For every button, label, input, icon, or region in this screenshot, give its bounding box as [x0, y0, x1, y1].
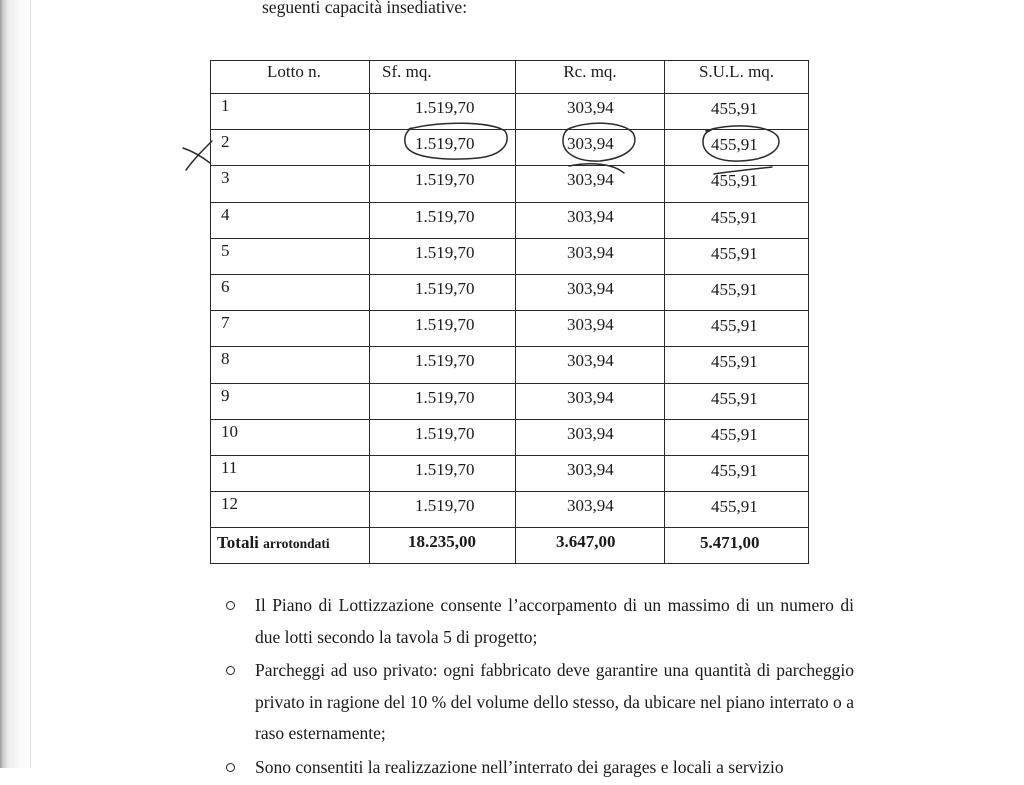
cell-lotto: 12 — [211, 492, 370, 528]
cell-lotto: 6 — [211, 274, 370, 310]
row-marker-x-icon — [183, 141, 212, 170]
table-row — [211, 202, 809, 238]
scan-binding-edge — [0, 0, 30, 768]
table-row — [211, 492, 809, 528]
table-row — [211, 383, 809, 419]
cell-sf: 1.519,70 — [370, 347, 516, 383]
cell-sf: 1.519,70 — [370, 492, 516, 528]
cell-sf: 1.519,70 — [370, 383, 516, 419]
condition-text: Il Piano di Lottizzazione consente l’accorpamento di un massimo di un numero di due lotti secondo la tavola 5 di progetto; — [255, 595, 854, 647]
totals-label — [211, 528, 370, 564]
cell-rc: 303,94 — [516, 419, 665, 455]
table-body — [211, 94, 809, 528]
cell-lotto: 10 — [211, 419, 370, 455]
header-sul: S.U.L. mq. — [665, 61, 809, 94]
table-row — [211, 311, 809, 347]
total-sf: 18.235,00 — [370, 528, 516, 564]
lots-table — [210, 60, 809, 564]
cell-sf: 1.519,70 — [370, 455, 516, 491]
table-row — [211, 130, 809, 166]
cell-rc: 303,94 — [516, 166, 665, 202]
cell-rc: 303,94 — [516, 202, 665, 238]
cell-rc: 303,94 — [516, 311, 665, 347]
totals-row — [211, 528, 809, 564]
cell-lotto: 9 — [211, 383, 370, 419]
table-row — [211, 166, 809, 202]
cell-sf: 1.519,70 — [370, 94, 516, 130]
header-lotto: Lotto n. — [211, 61, 370, 94]
cell-lotto: 5 — [211, 238, 370, 274]
cell-sul: 455,91 — [665, 492, 809, 528]
cell-sul: 455,91 — [665, 419, 809, 455]
cell-sf: 1.519,70 — [370, 419, 516, 455]
header-sf: Sf. mq. — [370, 61, 516, 94]
cell-lotto: 1 — [211, 94, 370, 130]
cell-sul: 455,91 — [665, 166, 809, 202]
table-row — [211, 455, 809, 491]
cell-sul: 455,91 — [665, 238, 809, 274]
table-row — [211, 419, 809, 455]
bullet-circle-icon — [226, 601, 235, 610]
total-sul: 5.471,00 — [665, 528, 809, 564]
table-header-row — [211, 61, 809, 94]
cell-lotto: 2 — [211, 130, 370, 166]
condition-text: Parcheggi ad uso privato: ogni fabbricato deve garantire una quantità di parcheggio privato in ragione del 10 % del volume dello stesso, da ubicare nel piano interrato o a raso esternamente; — [255, 660, 854, 743]
table-row — [211, 94, 809, 130]
table-row — [211, 238, 809, 274]
cell-rc: 303,94 — [516, 238, 665, 274]
cell-sf: 1.519,70 — [370, 238, 516, 274]
cell-lotto: 7 — [211, 311, 370, 347]
bullet-circle-icon — [226, 666, 235, 675]
cell-sul: 455,91 — [665, 274, 809, 310]
list-item — [220, 590, 854, 653]
scan-binding-line — [30, 0, 31, 768]
condition-text: Sono consentiti la realizzazione nell’interrato dei garages e locali a servizio — [255, 756, 784, 777]
list-item — [220, 752, 854, 784]
page-heading: seguenti capacità insediative: — [262, 0, 468, 17]
bullet-circle-icon — [226, 763, 235, 772]
totals-label-sub: arrotondati — [263, 536, 330, 552]
cell-lotto: 4 — [211, 202, 370, 238]
cell-sf: 1.519,70 — [370, 202, 516, 238]
cell-rc: 303,94 — [516, 455, 665, 491]
cell-sf: 1.519,70 — [370, 166, 516, 202]
totals-label-main: Totali — [217, 533, 259, 553]
cell-sul: 455,91 — [665, 202, 809, 238]
table-row — [211, 347, 809, 383]
cell-sul: 455,91 — [665, 455, 809, 491]
cell-rc: 303,94 — [516, 130, 665, 166]
header-rc: Rc. mq. — [516, 61, 665, 94]
cell-lotto: 11 — [211, 455, 370, 491]
cell-sf: 1.519,70 — [370, 130, 516, 166]
table-row — [211, 274, 809, 310]
cell-lotto: 3 — [211, 166, 370, 202]
total-rc: 3.647,00 — [516, 528, 665, 564]
cell-rc: 303,94 — [516, 492, 665, 528]
cell-sul: 455,91 — [665, 94, 809, 130]
cell-rc: 303,94 — [516, 94, 665, 130]
cell-sul: 455,91 — [665, 130, 809, 166]
cell-sul: 455,91 — [665, 347, 809, 383]
cell-sul: 455,91 — [665, 383, 809, 419]
list-item — [220, 655, 854, 750]
cell-sul: 455,91 — [665, 311, 809, 347]
cell-rc: 303,94 — [516, 274, 665, 310]
cell-rc: 303,94 — [516, 347, 665, 383]
conditions-list — [220, 590, 854, 785]
cell-lotto: 8 — [211, 347, 370, 383]
cell-rc: 303,94 — [516, 383, 665, 419]
cell-sf: 1.519,70 — [370, 274, 516, 310]
cell-sf: 1.519,70 — [370, 311, 516, 347]
